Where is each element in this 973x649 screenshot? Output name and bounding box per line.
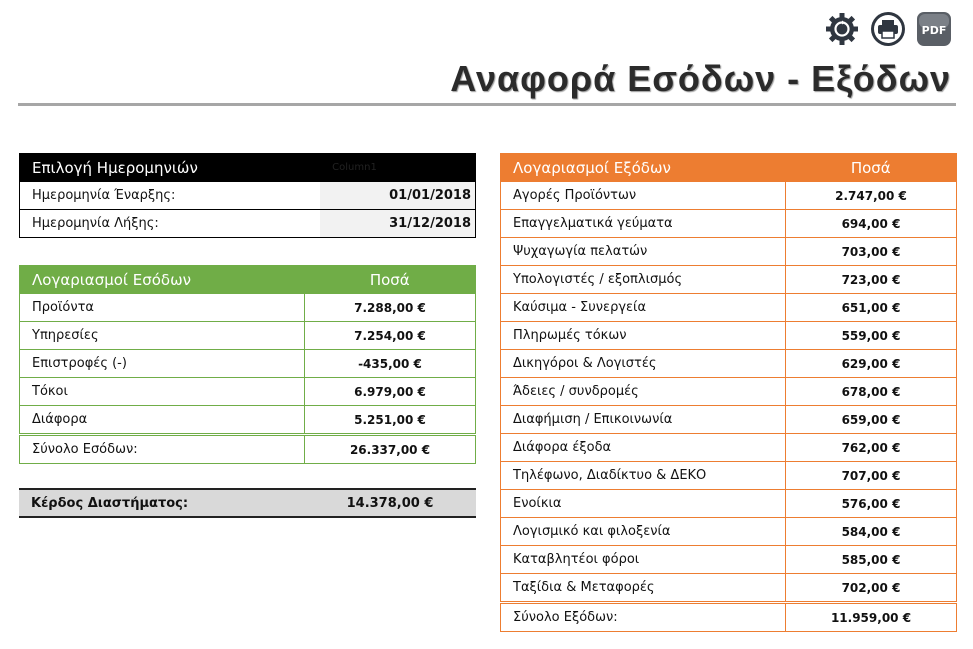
expense-label: Διάφορα έξοδα bbox=[501, 434, 786, 462]
printer-icon bbox=[870, 11, 906, 47]
expense-value[interactable]: 659,00 € bbox=[786, 406, 957, 434]
gear-refresh-icon bbox=[824, 11, 860, 47]
profit-summary bbox=[19, 488, 476, 518]
table-row bbox=[20, 406, 476, 435]
income-total-row bbox=[20, 435, 476, 464]
expense-label: Τηλέφωνο, Διαδίκτυο & ΔΕΚΟ bbox=[501, 462, 786, 490]
income-header: Λογαριασμοί Εσόδων bbox=[20, 266, 305, 294]
column-label: Column1 bbox=[320, 154, 475, 182]
pdf-icon bbox=[916, 11, 952, 47]
income-label: Διάφορα bbox=[20, 406, 305, 435]
expense-value[interactable]: 694,00 € bbox=[786, 210, 957, 238]
expense-value[interactable]: 707,00 € bbox=[786, 462, 957, 490]
table-row bbox=[501, 378, 957, 406]
expense-label: Καύσιμα - Συνεργεία bbox=[501, 294, 786, 322]
expense-value[interactable]: 651,00 € bbox=[786, 294, 957, 322]
svg-text:PDF: PDF bbox=[921, 24, 947, 37]
table-row bbox=[20, 350, 476, 378]
table-row bbox=[501, 462, 957, 490]
expense-value[interactable]: 585,00 € bbox=[786, 546, 957, 574]
expenses-total-value: 11.959,00 € bbox=[786, 603, 957, 632]
income-total-value: 26.337,00 € bbox=[305, 435, 476, 464]
table-row bbox=[501, 266, 957, 294]
expense-label: Επαγγελματικά γεύματα bbox=[501, 210, 786, 238]
expense-value[interactable]: 702,00 € bbox=[786, 574, 957, 603]
income-value[interactable]: 7.288,00 € bbox=[305, 294, 476, 322]
expense-value[interactable]: 629,00 € bbox=[786, 350, 957, 378]
expenses-total-row bbox=[501, 603, 957, 632]
expense-value[interactable]: 584,00 € bbox=[786, 518, 957, 546]
table-row bbox=[501, 210, 957, 238]
start-date-input[interactable]: 01/01/2018 bbox=[320, 182, 475, 210]
income-value[interactable]: 5.251,00 € bbox=[305, 406, 476, 435]
settings-button[interactable] bbox=[823, 10, 861, 48]
table-row bbox=[501, 574, 957, 603]
table-row bbox=[501, 182, 957, 210]
expense-label: Καταβλητέοι φόροι bbox=[501, 546, 786, 574]
income-label: Προϊόντα bbox=[20, 294, 305, 322]
end-date-label: Ημερομηνία Λήξης: bbox=[20, 210, 321, 238]
expense-label: Αγορές Προϊόντων bbox=[501, 182, 786, 210]
income-value[interactable]: 7.254,00 € bbox=[305, 322, 476, 350]
income-table bbox=[19, 265, 476, 464]
table-row bbox=[501, 238, 957, 266]
title-divider bbox=[18, 103, 956, 106]
table-row bbox=[501, 518, 957, 546]
pdf-button[interactable] bbox=[915, 10, 953, 48]
expense-label: Δικηγόροι & Λογιστές bbox=[501, 350, 786, 378]
expense-value[interactable]: 723,00 € bbox=[786, 266, 957, 294]
expenses-header: Λογαριασμοί Εξόδων bbox=[501, 154, 786, 182]
income-amount-header: Ποσά bbox=[305, 266, 476, 294]
expenses-amount-header: Ποσά bbox=[786, 154, 957, 182]
income-label: Υπηρεσίες bbox=[20, 322, 305, 350]
income-total-label: Σύνολο Εσόδων: bbox=[20, 435, 305, 464]
table-row bbox=[20, 294, 476, 322]
expense-label: Ενοίκια bbox=[501, 490, 786, 518]
expense-value[interactable]: 2.747,00 € bbox=[786, 182, 957, 210]
profit-value: 14.378,00 € bbox=[346, 495, 434, 511]
table-row bbox=[501, 294, 957, 322]
expense-label: Ταξίδια & Μεταφορές bbox=[501, 574, 786, 603]
table-row bbox=[501, 546, 957, 574]
table-row bbox=[20, 322, 476, 350]
expense-label: Άδειες / συνδρομές bbox=[501, 378, 786, 406]
table-row bbox=[501, 350, 957, 378]
expense-value[interactable]: 762,00 € bbox=[786, 434, 957, 462]
expense-label: Ψυχαγωγία πελατών bbox=[501, 238, 786, 266]
income-label: Επιστροφές (-) bbox=[20, 350, 305, 378]
expense-value[interactable]: 559,00 € bbox=[786, 322, 957, 350]
page-title: Αναφορά Εσόδων - Εξόδων bbox=[450, 58, 951, 99]
expense-value[interactable]: 703,00 € bbox=[786, 238, 957, 266]
income-value[interactable]: -435,00 € bbox=[305, 350, 476, 378]
date-selection-table bbox=[19, 153, 476, 238]
income-label: Τόκοι bbox=[20, 378, 305, 406]
table-row bbox=[501, 434, 957, 462]
expense-label: Λογισμικό και φιλοξενία bbox=[501, 518, 786, 546]
table-row bbox=[501, 322, 957, 350]
expense-label: Πληρωμές τόκων bbox=[501, 322, 786, 350]
end-date-row bbox=[20, 210, 476, 238]
expense-label: Υπολογιστές / εξοπλισμός bbox=[501, 266, 786, 294]
income-value[interactable]: 6.979,00 € bbox=[305, 378, 476, 406]
end-date-input[interactable]: 31/12/2018 bbox=[320, 210, 475, 238]
print-button[interactable] bbox=[869, 10, 907, 48]
expenses-total-label: Σύνολο Εξόδων: bbox=[501, 603, 786, 632]
start-date-row bbox=[20, 182, 476, 210]
table-row bbox=[501, 490, 957, 518]
expenses-table bbox=[500, 153, 957, 632]
table-row bbox=[501, 406, 957, 434]
table-row bbox=[20, 378, 476, 406]
expense-label: Διαφήμιση / Επικοινωνία bbox=[501, 406, 786, 434]
date-selection-header: Επιλογή Ημερομηνιών bbox=[20, 154, 321, 182]
start-date-label: Ημερομηνία Έναρξης: bbox=[20, 182, 321, 210]
expense-value[interactable]: 576,00 € bbox=[786, 490, 957, 518]
expense-value[interactable]: 678,00 € bbox=[786, 378, 957, 406]
toolbar bbox=[823, 10, 953, 48]
profit-label: Κέρδος Διαστήματος: bbox=[31, 495, 189, 511]
